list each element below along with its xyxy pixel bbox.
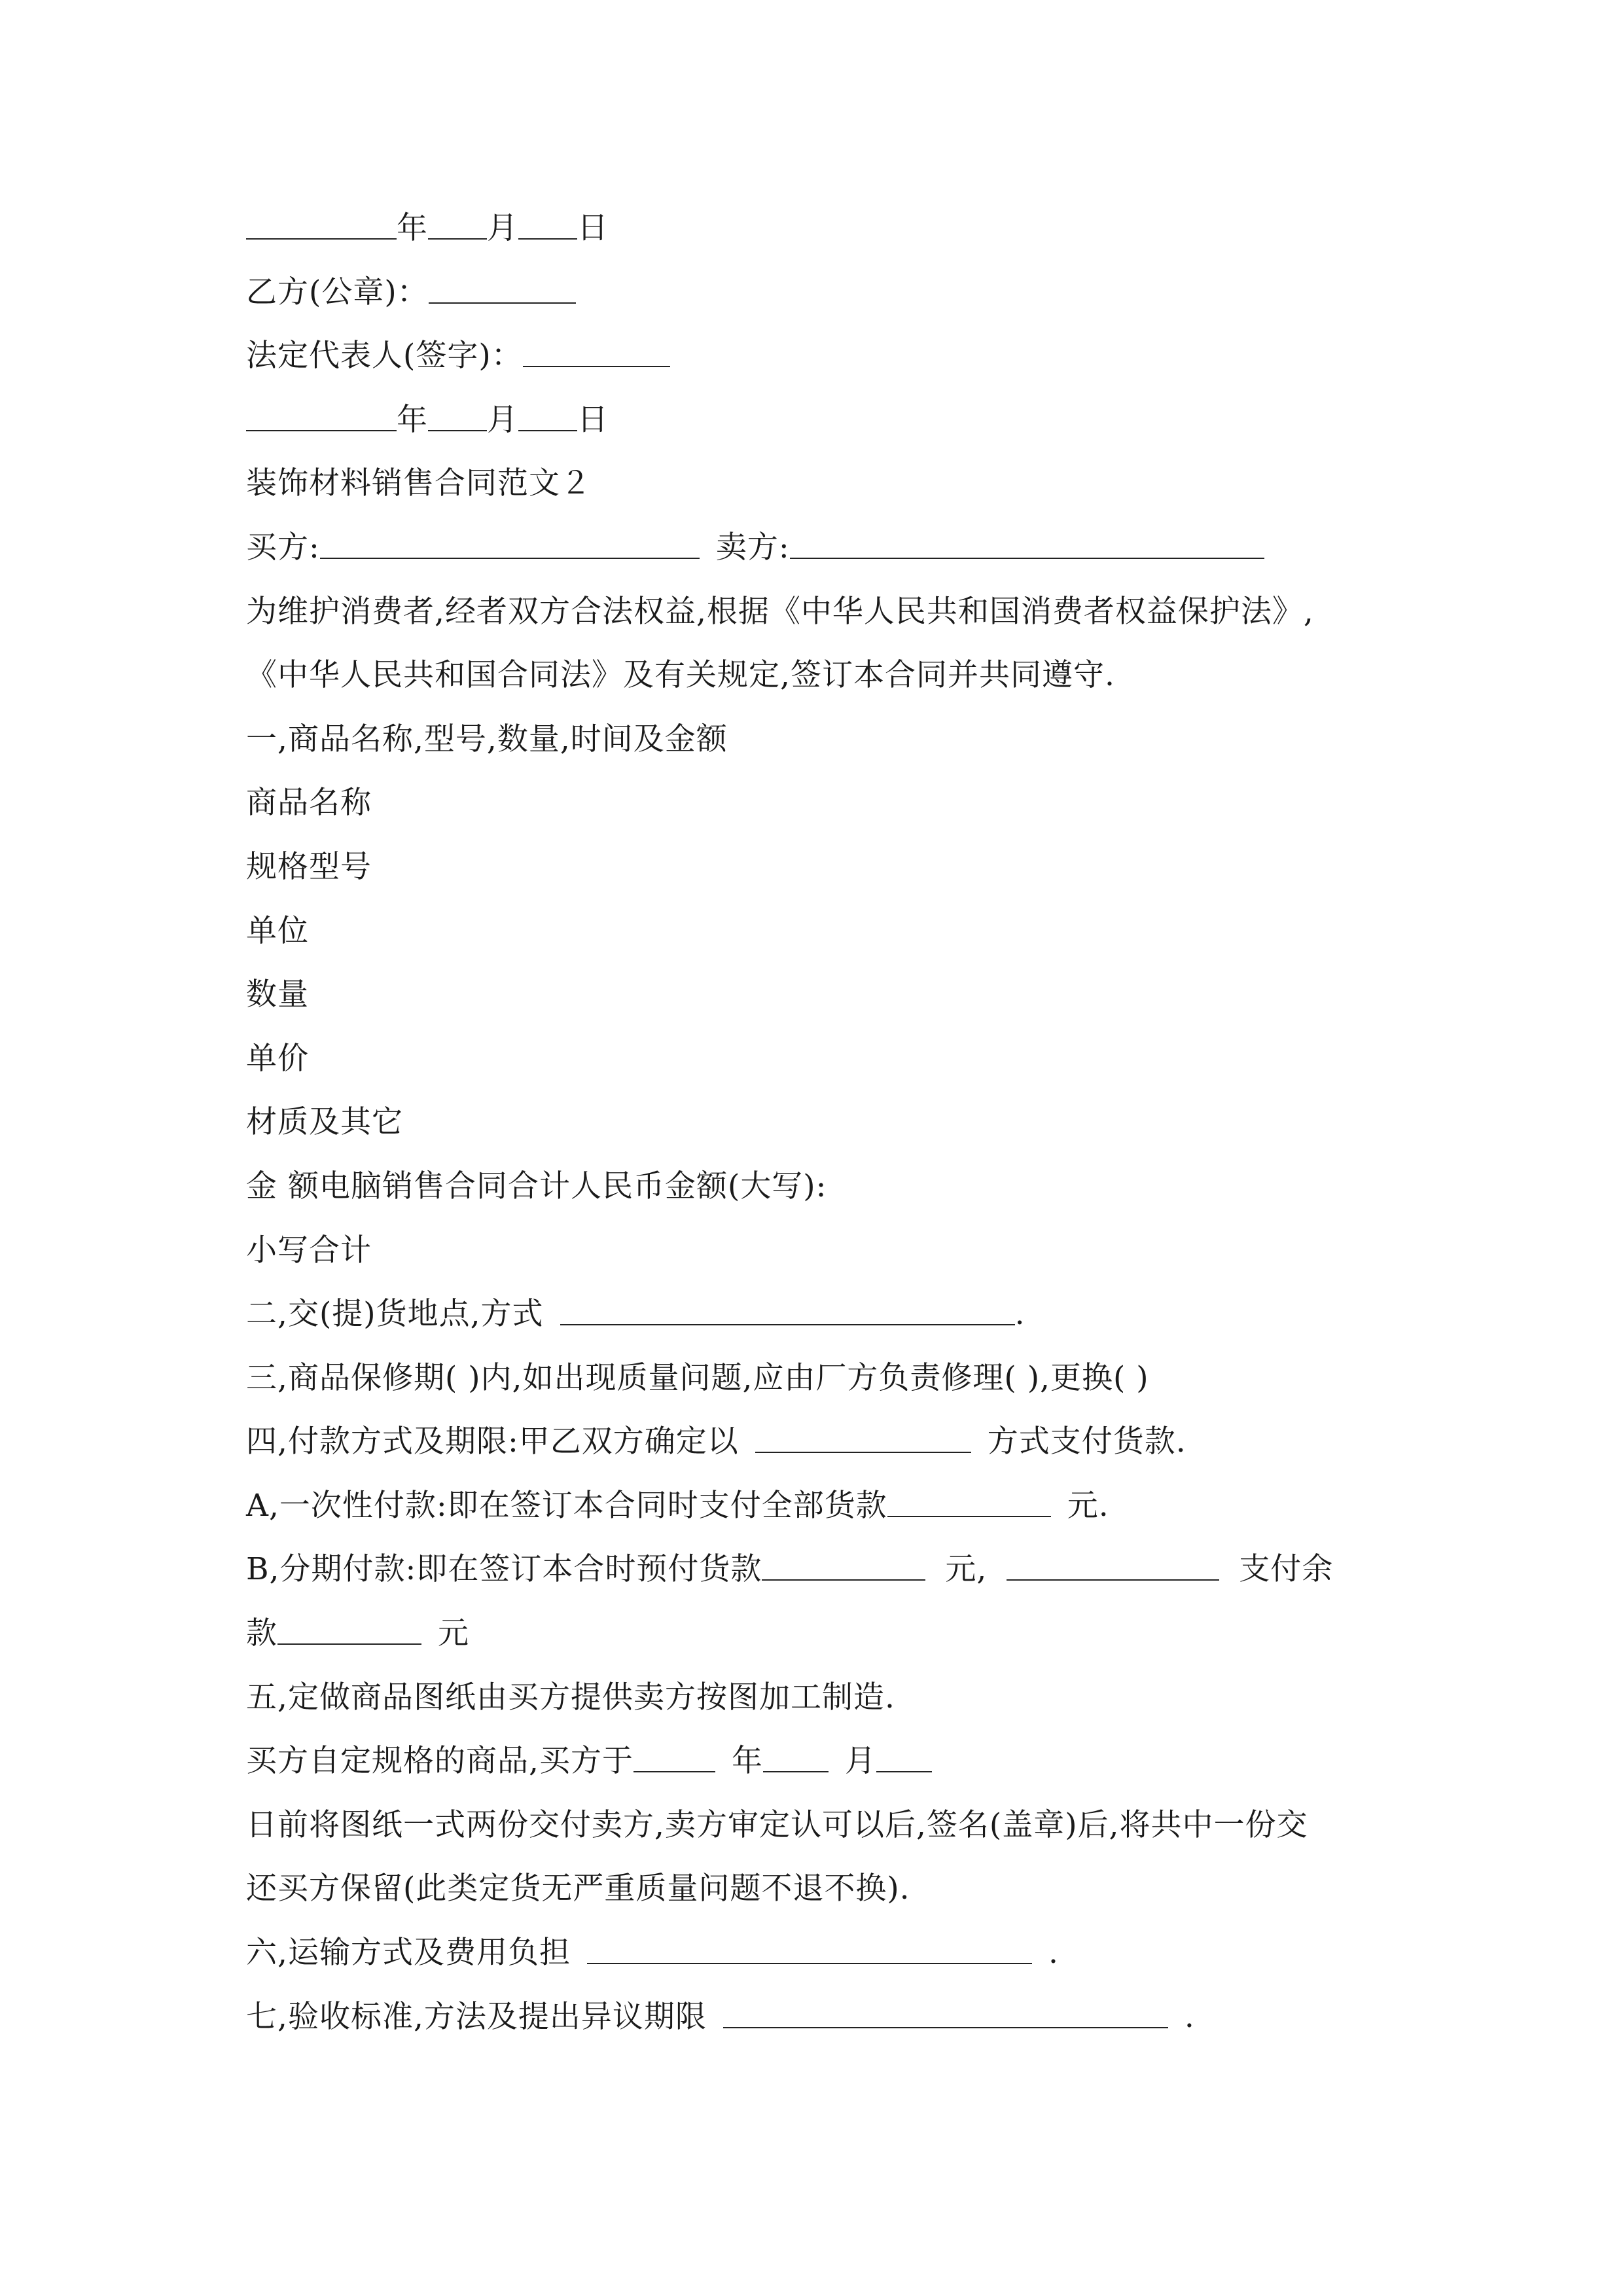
section-2-line (246, 1282, 1398, 1346)
contract-body (246, 196, 1398, 2049)
custom-month-blank[interactable] (763, 1742, 829, 1772)
option-b-end: 支付余 (1239, 1551, 1334, 1588)
drawing-line-2: 还买方保留(此类定货无严重质量问题不退不换). (246, 1871, 910, 1907)
preamble-line-2: 《中华人民共和国合同法》及有关规定,签订本合同并共同遵守. (246, 657, 1115, 694)
item-name-label: 商品名称 (246, 785, 372, 821)
buyer-seller-line (246, 516, 1398, 580)
seller-label: 卖方: (715, 529, 790, 565)
custom-label: 买方自定规格的商品,买方于 (246, 1743, 633, 1780)
section-3-line: 三,商品保修期( )内,如出现质量问题,应由厂方负责修理( ),更换( ) (246, 1359, 1149, 1396)
contract-title: 装饰材料销售合同范文２ (246, 465, 592, 502)
section-6-label: 六,运输方式及费用负担 (246, 1935, 571, 1971)
drawing-line-1: 日前将图纸一式两份交付卖方,卖方审定认可以后,签名(盖章)后,将共中一份交 (246, 1806, 1308, 1843)
section-6-line (246, 1921, 1398, 1985)
custom-spec-line (246, 1729, 1398, 1793)
party-b-label: 乙方(公章)： (246, 274, 429, 310)
delivery-blank[interactable] (560, 1295, 1015, 1325)
section-6-end: . (1048, 1935, 1059, 1971)
day-blank[interactable] (518, 209, 577, 240)
subtotal-line: 小写合计 (246, 1232, 372, 1268)
year-blank-2[interactable] (246, 401, 397, 431)
section-5-line: 五,定做商品图纸由买方提供卖方按图加工制造. (246, 1679, 895, 1715)
item-qty-label: 数量 (246, 977, 309, 1013)
seller-blank[interactable] (790, 529, 1264, 559)
section-7-label: 七,验收标准,方法及提出异议期限 (246, 1998, 707, 2035)
item-spec-label: 规格型号 (246, 848, 372, 885)
custom-month: 月 (844, 1743, 876, 1780)
section-7-end: . (1184, 1998, 1195, 2035)
signature-date-line (246, 196, 1398, 260)
option-b-label: B,分期付款:即在签订本合时预付货款 (246, 1551, 762, 1588)
year-label: 年 (397, 210, 428, 246)
option-b-cont-line (246, 1602, 1398, 1666)
section-1-heading: 一,商品名称,型号,数量,时间及金额 (246, 721, 728, 757)
month-blank-2[interactable] (428, 401, 487, 431)
signature-date-line-2 (246, 388, 1398, 452)
legal-rep-blank[interactable] (523, 337, 670, 367)
option-b-cont-label: 款 (246, 1615, 277, 1652)
party-b-seal-line (246, 260, 1398, 325)
option-a-end: 元. (1067, 1487, 1109, 1524)
option-b-cont-end: 元 (438, 1615, 469, 1652)
option-b-remainder-blank[interactable] (277, 1615, 421, 1645)
month-label-2: 月 (487, 401, 518, 438)
item-price-label: 单价 (246, 1040, 309, 1077)
day-label: 日 (577, 210, 609, 246)
section-2-label: 二,交(提)货地点,方式 (246, 1296, 544, 1333)
year-label-2: 年 (397, 401, 428, 438)
party-b-blank[interactable] (429, 274, 576, 304)
month-blank[interactable] (428, 209, 487, 240)
custom-year-blank[interactable] (633, 1742, 715, 1772)
section-4-end: 方式支付货款. (987, 1424, 1186, 1460)
day-label-2: 日 (577, 401, 609, 438)
year-blank[interactable] (246, 209, 397, 240)
option-b-mid: 元, (945, 1551, 988, 1588)
buyer-blank[interactable] (320, 529, 700, 559)
acceptance-blank[interactable] (723, 1998, 1168, 2028)
option-a-label: A,一次性付款:即在签订本合同时支付全部货款 (246, 1487, 887, 1524)
transport-blank[interactable] (587, 1934, 1032, 1964)
section-2-end: . (1014, 1296, 1026, 1333)
option-b-prepay-blank[interactable] (762, 1551, 925, 1581)
option-a-line (246, 1474, 1398, 1538)
buyer-label: 买方: (246, 529, 320, 565)
section-4-line (246, 1410, 1398, 1474)
section-4-label: 四,付款方式及期限:甲乙双方确定以 (246, 1424, 739, 1460)
custom-year: 年 (731, 1743, 763, 1780)
legal-rep-line (246, 324, 1398, 388)
preamble-line-1: 为维护消费者,经者双方合法权益,根据《中华人民共和国消费者权益保护法》, (246, 593, 1314, 630)
option-a-blank[interactable] (887, 1487, 1051, 1517)
amount-line: 金 额电脑销售合同合计人民币金额(大写): (246, 1168, 827, 1204)
section-7-line (246, 1985, 1398, 2049)
legal-rep-label: 法定代表人(签字)： (246, 338, 523, 374)
payment-method-blank[interactable] (755, 1423, 971, 1453)
custom-day-blank[interactable] (876, 1742, 932, 1772)
day-blank-2[interactable] (518, 401, 577, 431)
option-b-balance-blank[interactable] (1007, 1551, 1219, 1581)
month-label: 月 (487, 210, 518, 246)
item-unit-label: 单位 (246, 912, 309, 949)
item-material-label: 材质及其它 (246, 1104, 403, 1141)
option-b-line (246, 1537, 1398, 1602)
